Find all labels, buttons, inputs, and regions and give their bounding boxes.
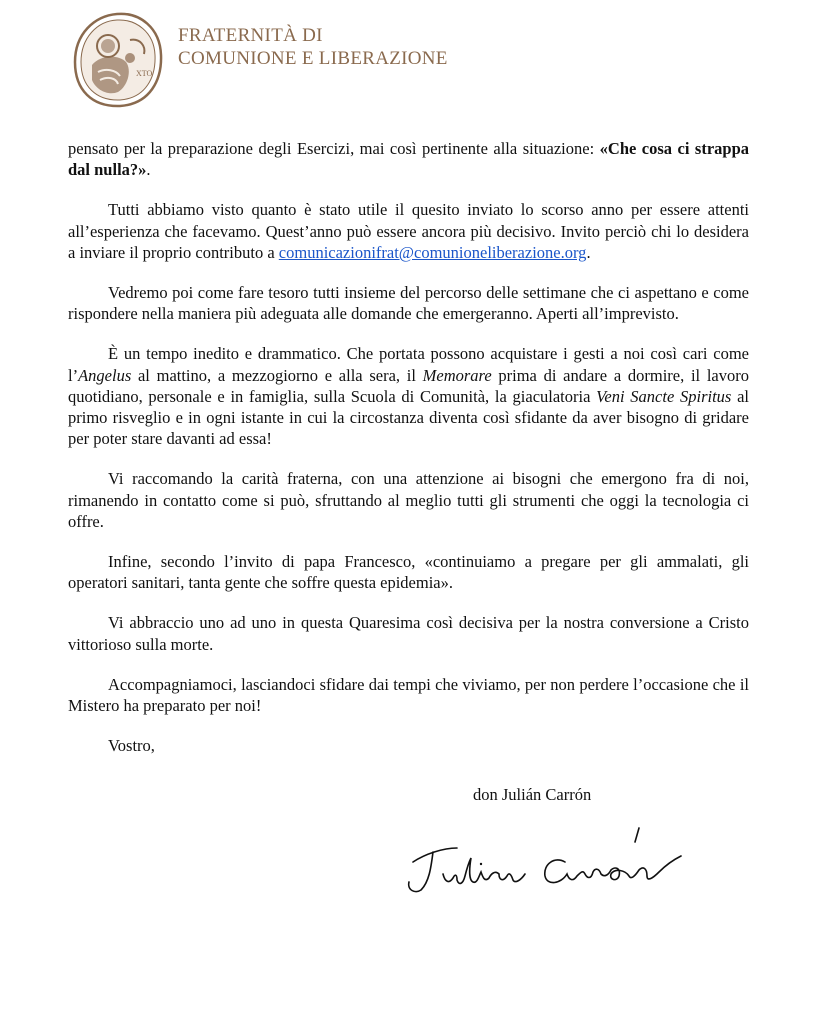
paragraph-7: Vi abbraccio uno ad uno in questa Quaresima così decisiva per la nostra conversione a Cristo vittorioso sulla morte.: [68, 613, 749, 654]
handwritten-signature: [395, 818, 695, 906]
org-name-line2: COMUNIONE E LIBERAZIONE: [178, 48, 448, 69]
p4-text-d: al primo risveglio e in ogni istante in cui la circostanza diventa così sfidante da aver bisogno di gridare per poter stare davanti ad essa!: [68, 386, 750, 449]
p4-angelus: Angelus: [78, 365, 132, 385]
paragraph-1: [68, 138, 749, 180]
paragraph-2: [68, 199, 749, 263]
p1-bold-question: «Che cosa ci strappa dal nulla?»: [68, 139, 749, 180]
paragraph-6: Infine, secondo l’invito di papa Francesco, «continuiamo a pregare per gli ammalati, gli operatori sanitari, tanta gente che soffre questa epidemia».: [68, 552, 749, 593]
letter-body: [68, 138, 749, 756]
salutation: Vostro,: [108, 736, 155, 756]
fraternity-logo-icon: [70, 10, 165, 110]
letterhead: [70, 10, 490, 110]
p4-memorare: Memorare: [422, 365, 492, 385]
paragraph-8: Accompagniamoci, lasciandoci sfidare dai tempi che viviamo, per non perdere l’occasione che il Mistero ha preparato per noi!: [68, 674, 749, 716]
p2-end: .: [586, 242, 591, 262]
p4-veni-sancte: Veni Sancte Spiritus: [596, 386, 732, 406]
paragraph-4: [68, 343, 749, 449]
p4-text-b: al mattino, a mezzogiorno e alla sera, il: [131, 365, 423, 385]
paragraph-3: Vedremo poi come fare tesoro tutti insieme del percorso delle settimane che ci aspettano e come rispondere nella maniera più adeguata alle domande che emergeranno. Aperti all’imprevisto.: [68, 283, 749, 324]
p1-text: pensato per la preparazione degli Esercizi, mai così pertinente alla situazione:: [68, 139, 600, 158]
email-link[interactable]: comunicazionifrat@comunioneliberazione.org: [278, 242, 587, 262]
logo-text: XTO: [136, 69, 153, 78]
paragraph-5: Vi raccomando la carità fraterna, con una attenzione ai bisogni che emergono fra di noi, rimanendo in contatto come si può, sfruttando al meglio tutti gli strumenti che oggi la tecnologia ci offre.: [68, 469, 749, 531]
p1-end: .: [146, 160, 151, 180]
p2-text: Tutti abbiamo visto quanto è stato utile il quesito inviato lo scorso anno per essere attenti all’esperienza che facevamo. Quest’anno può essere ancora più decisivo. Invito perciò chi lo desidera a inviare il proprio contributo a: [68, 200, 749, 262]
org-name-line1: FRATERNITÀ DI: [178, 25, 323, 46]
signer-name: don Julián Carrón: [473, 785, 592, 804]
p4-text-c: prima di andare a dormire, il lavoro quotidiano, personale e in famiglia, sulla Scuola di Comunità, la giaculatoria: [68, 365, 749, 406]
p4-text-a: È un tempo inedito e drammatico. Che portata possono acquistare i gesti a noi così cari come l’: [68, 344, 749, 385]
org-name: [178, 24, 448, 70]
